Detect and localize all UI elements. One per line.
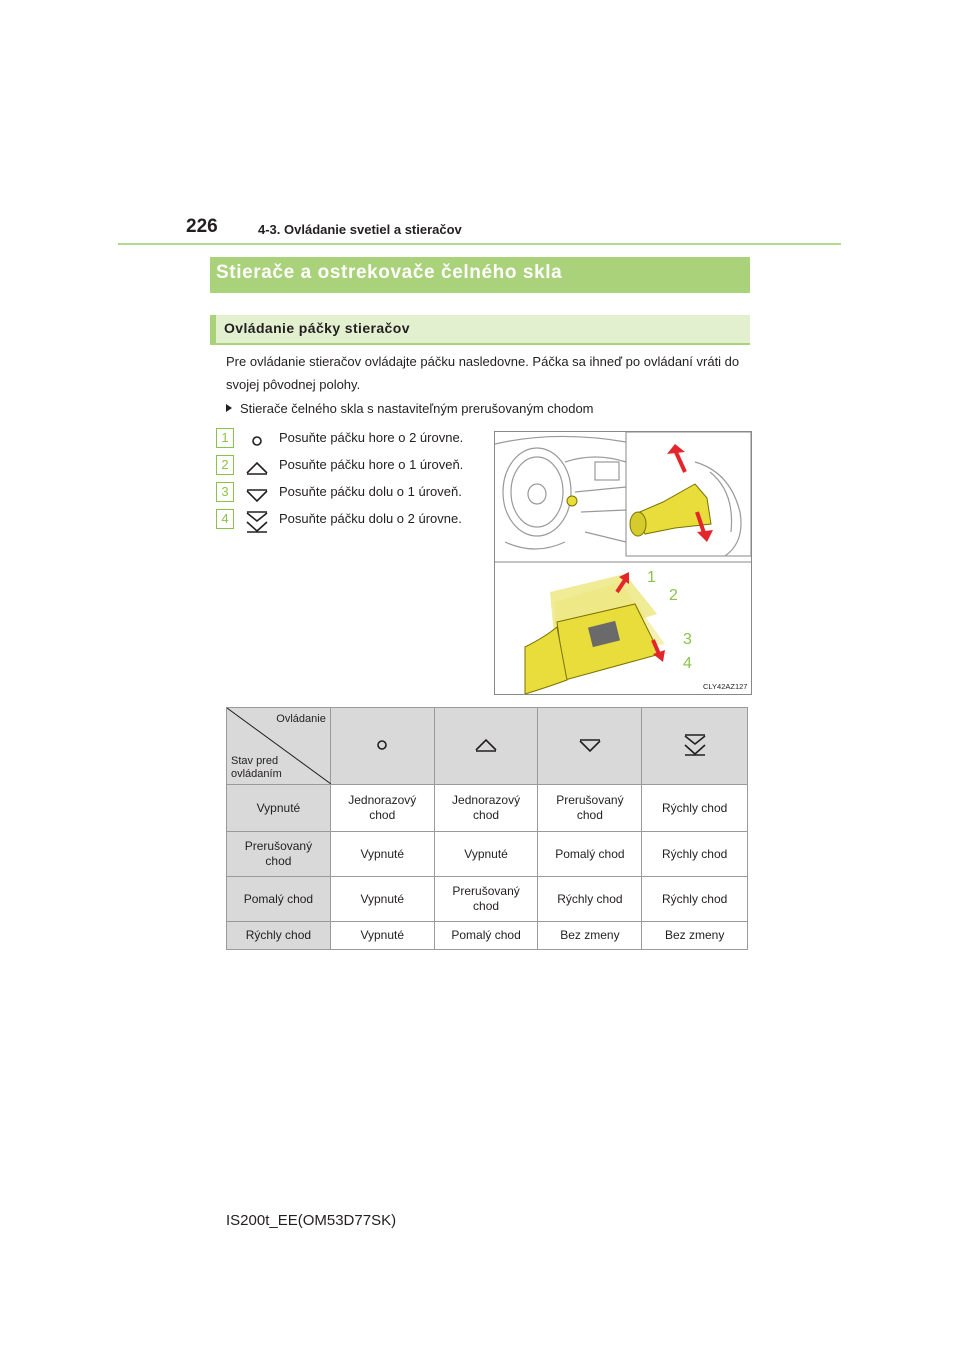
footer-model-code: IS200t_EE(OM53D77SK) xyxy=(226,1212,397,1229)
mist-circle-icon xyxy=(244,430,270,452)
table-cell: Bez zmeny xyxy=(538,922,642,950)
intro-paragraph: Pre ovládanie stieračov ovládajte páčku nasledovne. Páčka sa ihneď po ovládaní vráti do svojej pôvodnej polohy. xyxy=(226,354,740,392)
step-number-3: 3 xyxy=(216,482,234,502)
down-one-level-icon xyxy=(244,484,270,506)
illus-label-3: 3 xyxy=(683,631,692,648)
wiper-lever-illustration xyxy=(494,431,752,695)
table-cell: Rýchly chod xyxy=(642,832,748,877)
table-cell: Rýchly chod xyxy=(538,877,642,922)
title-bar xyxy=(210,257,750,293)
step-text-3: Posuňte páčku dolu o 1 úroveň. xyxy=(279,484,462,499)
illus-label-4: 4 xyxy=(683,655,692,672)
row-state: Rýchly chod xyxy=(227,922,331,950)
subtitle-marker xyxy=(210,315,216,345)
step-text-4: Posuňte páčku dolu o 2 úrovne. xyxy=(279,511,462,526)
corner-label-state: Stav pred ovládaním xyxy=(231,755,282,780)
column-down-two-icon xyxy=(642,708,748,785)
table-cell: Rýchly chod xyxy=(642,877,748,922)
bullet-arrow-icon xyxy=(226,404,232,412)
up-one-level-icon xyxy=(473,734,499,756)
table-cell: Vypnuté xyxy=(330,832,434,877)
row-state: Pomalý chod xyxy=(227,877,331,922)
table-row xyxy=(227,877,748,922)
table-cell: Jednorazový chod xyxy=(330,785,434,832)
table-cell: Prerušovaný chod xyxy=(434,877,538,922)
row-state: Vypnuté xyxy=(227,785,331,832)
table-corner-cell xyxy=(227,708,331,785)
corner-label-operation: Ovládanie xyxy=(276,713,326,725)
subtitle-bar xyxy=(210,315,750,345)
illus-label-2: 2 xyxy=(669,587,678,604)
illus-code: CLY42AZ127 xyxy=(703,682,748,691)
table-cell: Rýchly chod xyxy=(642,785,748,832)
table-cell: Vypnuté xyxy=(330,877,434,922)
row-state: Prerušovaný chod xyxy=(227,832,331,877)
up-one-level-icon xyxy=(244,457,270,479)
table-cell: Bez zmeny xyxy=(642,922,748,950)
table-row xyxy=(227,832,748,877)
down-one-level-icon xyxy=(577,734,603,756)
mist-circle-icon xyxy=(369,734,395,756)
table-cell: Prerušovaný chod xyxy=(538,785,642,832)
column-down-one-icon xyxy=(538,708,642,785)
table-cell: Pomalý chod xyxy=(434,922,538,950)
step-number-2: 2 xyxy=(216,455,234,475)
bullet-item xyxy=(226,401,594,416)
table-cell: Vypnuté xyxy=(434,832,538,877)
subtitle: Ovládanie páčky stieračov xyxy=(224,320,410,336)
page-title: Stierače a ostrekovače čelného skla xyxy=(216,262,563,283)
column-up-one-icon xyxy=(434,708,538,785)
step-number-1: 1 xyxy=(216,428,234,448)
down-two-level-icon xyxy=(682,732,708,758)
table-row xyxy=(227,922,748,950)
down-two-level-icon xyxy=(244,509,270,535)
step-text-2: Posuňte páčku hore o 1 úroveň. xyxy=(279,457,464,472)
table-header-row xyxy=(227,708,748,785)
table-cell: Jednorazový chod xyxy=(434,785,538,832)
header-divider xyxy=(118,243,841,245)
section-title: 4-3. Ovládanie svetiel a stieračov xyxy=(258,222,462,237)
column-mist-icon xyxy=(330,708,434,785)
bullet-text: Stierače čelného skla s nastaviteľným prerušovaným chodom xyxy=(240,401,594,416)
illus-label-1: 1 xyxy=(647,569,656,586)
table-row xyxy=(227,785,748,832)
table-cell: Pomalý chod xyxy=(538,832,642,877)
step-number-4: 4 xyxy=(216,509,234,529)
page-number: 226 xyxy=(186,216,218,237)
table-cell: Vypnuté xyxy=(330,922,434,950)
step-text-1: Posuňte páčku hore o 2 úrovne. xyxy=(279,430,464,445)
wiper-operation-table xyxy=(226,707,748,950)
